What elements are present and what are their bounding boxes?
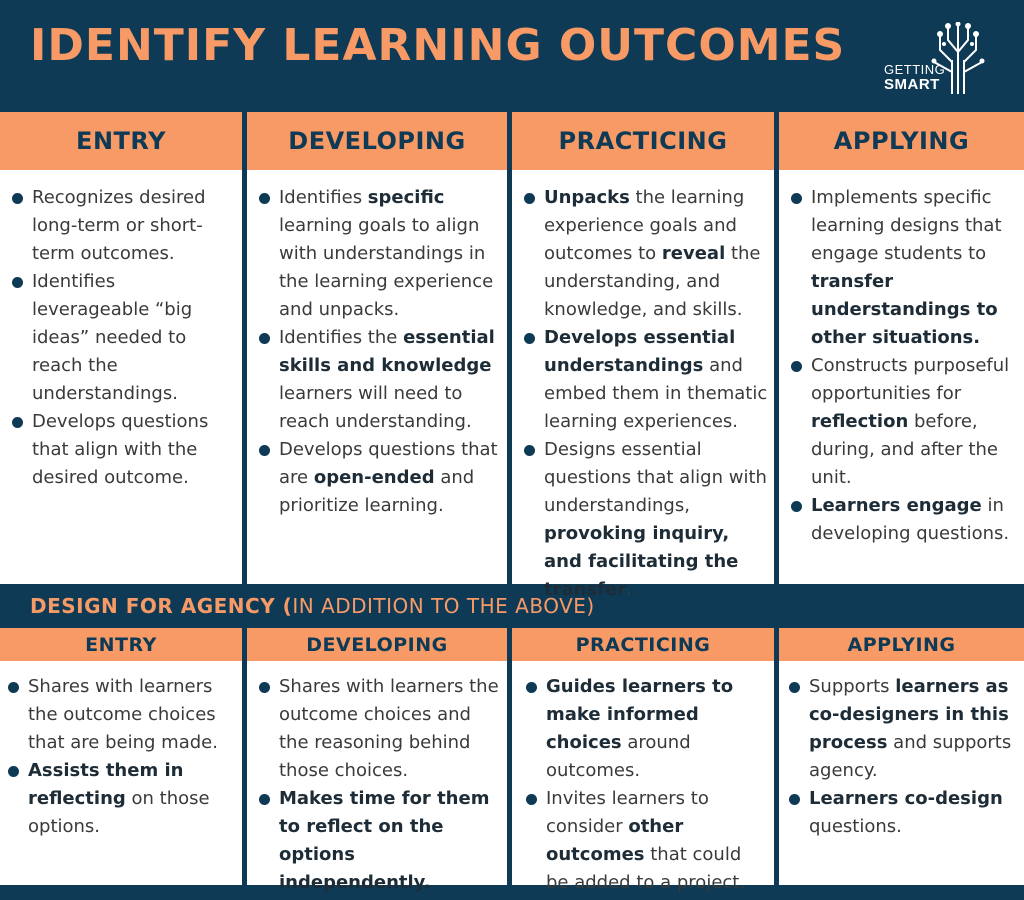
text: Develops questions that are	[279, 439, 498, 488]
bold-text: other outcomes	[546, 816, 684, 865]
bullet-item	[789, 673, 1018, 785]
text: the understanding, and knowledge, and skills.	[544, 243, 761, 320]
bold-text: Learners co-design	[809, 788, 1003, 809]
text: before, during, and after the unit.	[811, 411, 998, 488]
s2-body-practicing	[512, 661, 774, 893]
bullet-item	[12, 184, 236, 268]
text: Implements specific learning designs that engage students to	[811, 187, 1002, 264]
bullet-item	[791, 184, 1018, 352]
text: and prioritize learning.	[279, 467, 475, 516]
s2-header-developing: DEVELOPING	[247, 628, 507, 661]
text: Supports	[809, 676, 896, 697]
section2-header-row	[0, 628, 1024, 661]
bold-text: Develops essential understandings	[544, 327, 736, 376]
bold-text: Learners engage	[811, 495, 982, 516]
bullet-item	[259, 436, 501, 520]
bullet-item	[259, 184, 501, 324]
bold-text: essential skills and knowledge	[279, 327, 495, 376]
bold-text: Assists them in reflecting	[28, 760, 184, 809]
getting-smart-logo	[880, 22, 990, 94]
logo-text-getting: GETTING	[884, 62, 946, 77]
page-title: IDENTIFY LEARNING OUTCOMES	[30, 20, 846, 71]
bullet-item	[12, 408, 236, 492]
bullet-item	[791, 352, 1018, 492]
bullet-item	[259, 785, 501, 897]
s2-body-developing	[247, 661, 507, 893]
s1-header-applying: APPLYING	[779, 112, 1024, 170]
s1-body-entry	[0, 170, 242, 584]
bold-text: Makes time for them to reflect on the options independently.	[279, 788, 490, 893]
logo-text-smart: SMART	[884, 76, 940, 93]
s1-header-practicing: PRACTICING	[512, 112, 774, 170]
bullet-item	[259, 324, 501, 436]
s2-header-practicing: PRACTICING	[512, 628, 774, 661]
s2-header-applying: APPLYING	[779, 628, 1024, 661]
bold-text: learners as co-designers in this process	[809, 676, 1009, 753]
bold-text: reveal	[661, 243, 726, 264]
s1-header-developing: DEVELOPING	[247, 112, 507, 170]
s1-header-entry: ENTRY	[0, 112, 242, 170]
section1-header-row	[0, 112, 1024, 170]
text: Shares with learners the outcome choices and the reasoning behind those choices.	[279, 676, 499, 781]
bold-text: reflection	[811, 411, 909, 432]
text: Recognizes desired long-term or short-term outcomes.	[32, 187, 206, 264]
text: Identifies leverageable “big ideas” needed to reach the understandings.	[32, 271, 193, 404]
bold-text: provoking inquiry, and facilitating the transfer	[544, 523, 739, 600]
text: and supports agency.	[809, 732, 1012, 781]
text: Constructs purposeful opportunities for	[811, 355, 1010, 404]
bold-text: Guides learners to make informed choices	[546, 676, 734, 753]
bold-text: transfer understandings to other situations.	[811, 271, 998, 348]
bullet-item	[12, 268, 236, 408]
s1-body-practicing	[512, 170, 774, 600]
bullet-item	[259, 673, 501, 785]
section1-body-row	[0, 170, 1024, 600]
agency-banner-bold: DESIGN FOR AGENCY (	[30, 594, 293, 618]
text: Identifies	[279, 187, 368, 208]
agency-banner-rest: IN ADDITION TO THE ABOVE)	[292, 594, 595, 618]
bullet-item	[8, 673, 236, 757]
s1-body-applying	[779, 170, 1024, 584]
s2-body-applying	[779, 661, 1024, 885]
bold-text: specific	[367, 187, 445, 208]
bullet-item	[526, 673, 768, 785]
text: .	[626, 579, 632, 600]
bullet-item	[524, 184, 768, 324]
text: on those options.	[28, 788, 210, 837]
bullet-item	[526, 785, 768, 897]
text: that could be added to a project.	[546, 844, 746, 893]
text: the learning experience goals and outcomes to	[544, 187, 745, 264]
text: Develops questions that align with the desired outcome.	[32, 411, 209, 488]
s2-body-entry	[0, 661, 242, 885]
text: questions.	[809, 816, 902, 837]
text: around outcomes.	[546, 732, 691, 781]
bullet-item	[791, 492, 1018, 548]
bullet-item	[789, 785, 1018, 841]
s1-body-developing	[247, 170, 507, 584]
text: and embed them in thematic learning experiences.	[544, 355, 768, 432]
text: in developing questions.	[811, 495, 1010, 544]
text: learners will need to reach understanding.	[279, 383, 472, 432]
section2-body-row	[0, 661, 1024, 893]
text: Invites learners to consider	[546, 788, 709, 837]
bullet-item	[524, 436, 768, 604]
text: Shares with learners the outcome choices that are being made.	[28, 676, 218, 753]
agency-banner	[30, 594, 595, 618]
bold-text: open-ended	[313, 467, 435, 488]
bullet-item	[8, 757, 236, 841]
bullet-item	[524, 324, 768, 436]
bold-text: Unpacks	[544, 187, 630, 208]
text: Designs essential questions that align with understandings,	[544, 439, 767, 516]
text: Identifies the	[279, 327, 404, 348]
text: learning goals to align with understandings in the learning experience and unpacks.	[279, 215, 494, 320]
s2-header-entry: ENTRY	[0, 628, 242, 661]
